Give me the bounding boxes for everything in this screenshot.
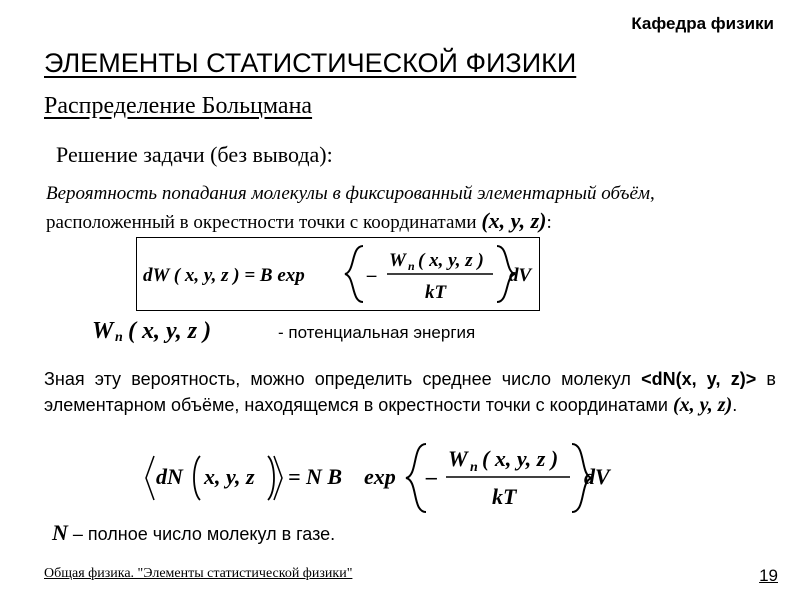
probability-text-plain: , расположенный в окрестности точки с координатами bbox=[46, 183, 655, 233]
formula2-equals: = N B bbox=[288, 464, 343, 489]
slide-subtitle: Распределение Больцмана bbox=[44, 93, 313, 119]
probability-coords: (x, y, z) bbox=[481, 208, 547, 233]
boltzmann-probability-formula bbox=[136, 237, 540, 311]
task-heading: Решение задачи (без вывода): bbox=[56, 142, 333, 167]
total-molecules-line bbox=[52, 520, 335, 546]
formula2-denominator: kT bbox=[492, 484, 517, 509]
formula2-left-brace bbox=[406, 444, 426, 512]
course-footer-link[interactable]: Общая физика. "Элементы статистической физики" bbox=[44, 566, 353, 581]
formula1-tail: dV bbox=[509, 265, 532, 286]
formula1-numerator: W bbox=[389, 250, 406, 271]
knowing-text-2: в элементарном объёме, находящемся в окрестности точки с координатами bbox=[44, 369, 776, 415]
formula2-numerator: W bbox=[448, 446, 468, 471]
formula1-numerator-sub: n bbox=[408, 259, 415, 273]
slide-title: ЭЛЕМЕНТЫ СТАТИСТИЧЕСКОЙ ФИЗИКИ bbox=[44, 48, 577, 78]
potential-description: - потенциальная энергия bbox=[278, 323, 476, 342]
knowing-coords: (x, y, z) bbox=[672, 394, 733, 416]
knowing-period: . bbox=[732, 395, 738, 415]
formula2-right-angle bbox=[274, 456, 282, 500]
n-symbol: N bbox=[52, 520, 68, 545]
formula1-left-brace bbox=[345, 246, 363, 302]
formula2-left-angle bbox=[146, 456, 154, 500]
potential-args: ( x, y, z ) bbox=[128, 318, 212, 344]
knowing-text-1: Зная эту вероятность, можно определить среднее число молекул bbox=[44, 369, 642, 389]
formula2-numerator-args: ( x, y, z ) bbox=[482, 446, 559, 471]
probability-paragraph bbox=[46, 180, 776, 236]
formula2-right-paren bbox=[268, 456, 274, 500]
mean-number-paragraph bbox=[44, 366, 776, 418]
potential-sub: n bbox=[115, 330, 123, 345]
knowing-dn: <dN(x, y, z)> bbox=[641, 369, 757, 389]
formula1-minus: – bbox=[367, 265, 377, 286]
page-number[interactable]: 19 bbox=[759, 566, 778, 585]
formula1-denominator: kT bbox=[425, 282, 447, 303]
formula2-left-paren bbox=[194, 456, 200, 500]
formula1-numerator-args: ( x, y, z ) bbox=[418, 250, 484, 271]
formula2-args: x, y, z bbox=[204, 464, 255, 489]
formula1-lhs: dW ( x, y, z ) = B exp bbox=[143, 265, 305, 286]
formula2-dn: dN bbox=[156, 464, 183, 489]
formula2-exp: exp bbox=[364, 464, 396, 489]
formula2-svg bbox=[142, 438, 622, 518]
probability-colon: : bbox=[546, 212, 552, 233]
potential-energy-line bbox=[92, 318, 692, 352]
n-description: – полное число молекул в газе. bbox=[67, 524, 336, 544]
department-label: Кафедра физики bbox=[631, 14, 774, 33]
potential-symbol: W bbox=[92, 318, 114, 344]
formula2-minus: – bbox=[426, 464, 437, 489]
probability-text-italic: Вероятность попадания молекулы в фиксированный элементарный объём bbox=[46, 183, 651, 204]
formula1-svg bbox=[137, 238, 539, 310]
formula2-numerator-sub: n bbox=[470, 460, 478, 475]
mean-number-formula bbox=[142, 438, 622, 518]
formula2-tail: dV bbox=[584, 464, 610, 489]
